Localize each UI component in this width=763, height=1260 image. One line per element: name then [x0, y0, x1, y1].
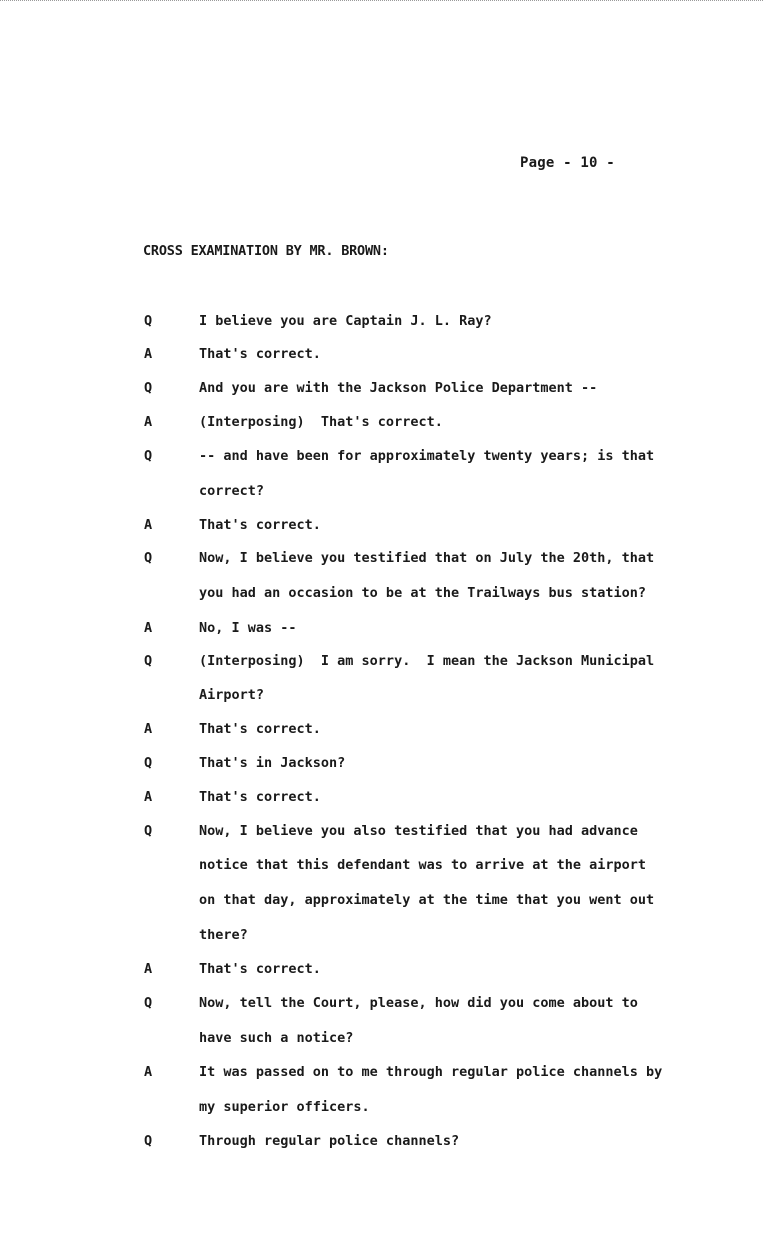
answer-text: No, I was -- [199, 620, 297, 636]
answer-text: my superior officers. [199, 1099, 370, 1115]
question-text: That's in Jackson? [199, 755, 346, 771]
transcript-line [0, 995, 763, 1015]
transcript-line [0, 620, 763, 640]
page-number: Page - 10 - [520, 155, 615, 171]
answer-text: It was passed on to me through regular police channels by [199, 1064, 663, 1080]
transcript-line [0, 1064, 763, 1084]
answer-text: That's correct. [199, 517, 321, 533]
speaker-label: Q [144, 653, 153, 669]
transcript-line [0, 550, 763, 570]
answer-text: (Interposing) That's correct. [199, 414, 443, 430]
question-text: on that day, approximately at the time that you went out [199, 892, 655, 908]
question-text: -- and have been for approximately twenty years; is that [199, 448, 655, 464]
transcript-line [0, 961, 763, 981]
question-text: Through regular police channels? [199, 1133, 460, 1149]
speaker-label: Q [144, 1133, 153, 1149]
question-text: Airport? [199, 687, 265, 703]
question-text: there? [199, 927, 248, 943]
speaker-label: Q [144, 313, 153, 329]
speaker-label: Q [144, 823, 153, 839]
transcript-line [0, 755, 763, 775]
transcript-line [0, 823, 763, 843]
speaker-label: Q [144, 448, 153, 464]
question-text: And you are with the Jackson Police Department -- [199, 380, 598, 396]
speaker-label: A [144, 517, 153, 533]
section-heading: CROSS EXAMINATION BY MR. BROWN: [143, 243, 389, 259]
transcript-line [0, 1133, 763, 1153]
transcript-line [0, 927, 763, 947]
speaker-label: A [144, 961, 153, 977]
speaker-label: A [144, 789, 153, 805]
question-text: correct? [199, 483, 265, 499]
speaker-label: Q [144, 380, 153, 396]
question-text: you had an occasion to be at the Trailways bus station? [199, 585, 647, 601]
transcript-line [0, 483, 763, 503]
answer-text: That's correct. [199, 346, 321, 362]
transcript-line [0, 687, 763, 707]
question-text: I believe you are Captain J. L. Ray? [199, 313, 492, 329]
transcript-line [0, 313, 763, 333]
speaker-label: Q [144, 755, 153, 771]
page-top-edge [0, 0, 763, 4]
speaker-label: Q [144, 550, 153, 566]
speaker-label: A [144, 620, 153, 636]
question-text: have such a notice? [199, 1030, 354, 1046]
question-text: notice that this defendant was to arrive at the airport [199, 857, 647, 873]
speaker-label: A [144, 1064, 153, 1080]
transcript-line [0, 517, 763, 537]
transcript-line [0, 585, 763, 605]
answer-text: That's correct. [199, 961, 321, 977]
transcript-line [0, 1099, 763, 1119]
transcript-line [0, 414, 763, 434]
transcript-line [0, 448, 763, 468]
transcript-line [0, 653, 763, 673]
transcript-line [0, 892, 763, 912]
speaker-label: A [144, 346, 153, 362]
question-text: Now, tell the Court, please, how did you come about to [199, 995, 638, 1011]
answer-text: That's correct. [199, 789, 321, 805]
transcript-line [0, 721, 763, 741]
speaker-label: Q [144, 995, 153, 1011]
speaker-label: A [144, 721, 153, 737]
speaker-label: A [144, 414, 153, 430]
transcript-line [0, 789, 763, 809]
transcript-line [0, 380, 763, 400]
answer-text: That's correct. [199, 721, 321, 737]
transcript-line [0, 346, 763, 366]
transcript-line [0, 857, 763, 877]
question-text: (Interposing) I am sorry. I mean the Jackson Municipal [199, 653, 655, 669]
transcript-line [0, 1030, 763, 1050]
question-text: Now, I believe you also testified that you had advance [199, 823, 638, 839]
question-text: Now, I believe you testified that on July the 20th, that [199, 550, 655, 566]
